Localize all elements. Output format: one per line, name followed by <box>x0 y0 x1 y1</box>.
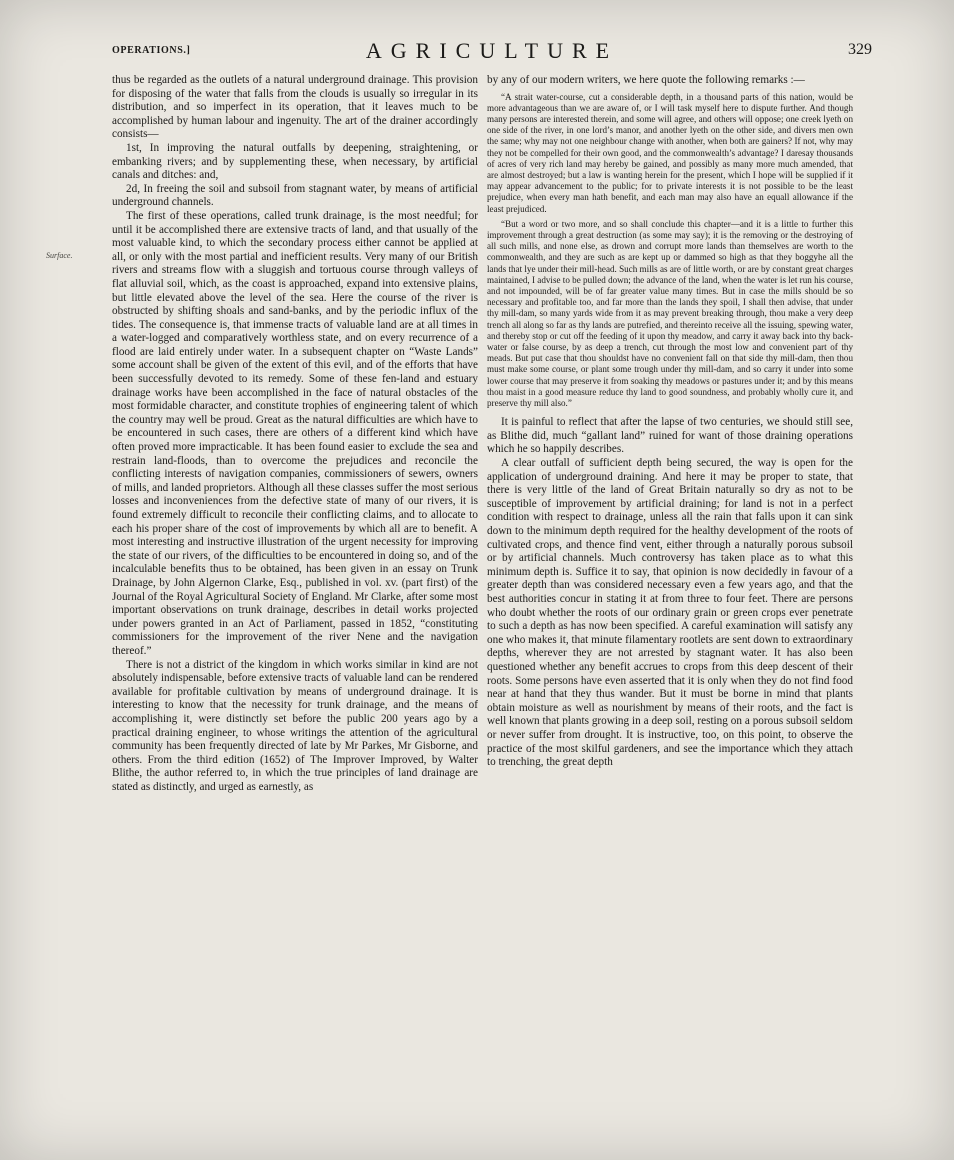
paragraph: 2d, In freeing the soil and subsoil from stagnant water, by means of artificial underground channels. <box>112 182 478 209</box>
paragraph: by any of our modern writers, we here quote the following remarks :— <box>487 74 805 86</box>
paragraph: The first of these operations, called trunk drainage, is the most needful; for until it be accomplished there are extensive tracts of land, and that usually of the most valuable kind, to which the secondary process either cannot be applied at all, or only with the most partial and inefficient results. Very many of our British rivers and streams flow with a sluggish and tortuous course through valleys of flat alluvial soil, which, as the coast is approached, expand into extensive plains, but little elevated above the level of the sea. Here the course of the river is obstructed by shifting shoals and sand-banks, and by the periodic influx of the tides. The consequence is, that immense tracts of valuable land are at all times in a water-logged and comparatively worthless state, and on every recurrence of a flood are laid entirely under water. In a subsequent chapter on “Waste Lands” some account shall be given of the extent of this evil, and of the efforts that have been successfully devoted to its remedy. Some of these fen-land and estuary drainage works have been accomplished in the face of natural obstacles of the most formidable character, and constitute trophies of engineering talent of which the country may well be proud. Great as the natural difficulties are which have to be encountered in such cases, there are others of a different kind which have often proved more impracticable. It has been found easier to exclude the sea and restrain land-floods, than to overcome the prejudices and reconcile the conflicting interests of navigation companies, commissioners of sewers, owners of mills, and landed proprietors. Although all these classes suffer the most serious losses and inconveniences from the defective state of many of our rivers, it is found extremely difficult to reconcile their conflicting claims, and to allocate to each his proper share of the cost of improvements by which all are to benefit. A most interesting and instructive illustration of the urgent necessity for improving the state of our rivers, of the difficulties to be encountered in doing so, and of the incalculable benefits thus to be obtained, has been given in an essay on Trunk Drainage, by John Algernon Clarke, Esq., published in vol. xv. (part first) of the Journal of the Royal Agricultural Society of England. Mr Clarke, after some most important observations on trunk drainage, describes in detail works projected under powers granted in an Act of Parliament, passed in 1852, “constituting commissioners for the improvement of the river Nene and the navigation thereof.” <box>112 209 478 657</box>
paragraph: There is not a district of the kingdom in which works similar in kind are not absolutely indispensable, before extensive tracts of valuable land can be rendered available for profitable cultivation by means of underground drainage. It is interesting to know that the necessity for trunk drainage, and the means of accomplishing it, were distinctly set before the public 200 years ago by a practical draining engineer, to whose writings the attention of the agricultural community has been frequently directed of late by Mr Parkes, Mr Gisborne, and others. From the third edition (1652) of The Improver Improved, by Walter Blithe, the author referred to, in which the true principles of land drainage are stated as distinctly, and urged as earnestly, as <box>112 658 478 793</box>
paragraph: 1st, In improving the natural outfalls by deepening, straightening, or embanking rivers; and by supplementing these, when necessary, by artificial canals and ditches: and, <box>112 141 478 182</box>
quoted-paragraph: “A strait water-course, cut a considerable depth, in a thousand parts of this nation, would be more advantageous than we are aware of, or I will task myself here to dispute further. And though many persons are interested therein, and some will agree, and others will oppose; one creek lyeth on one side of the river, in one lord’s manor, and another lyeth on the other side, and divers men own the same; why may not one neighbour change with another, when both are gainers? If not, why may they not be compelled for their own good, and the commonwealth’s advantage? I daresay thousands of acres of very rich land may hereby be gained, and possibly as many more much amended, that are almost destroyed; but a law is wanting herein for the present, which I hope will be supplied if it may appear advancement to the public; for to private interests it is not possible to be the least prejudice, when every man hath benefit, and each man may also have an equall allowance if the least prejudiced. <box>487 91 853 214</box>
paragraph: A clear outfall of sufficient depth being secured, the way is open for the application of underground draining. And here it may be proper to state, that there is very little of the land of Great Britain naturally so dry as not to be susceptible of improvement by artificial draining; for land is not in a perfect condition with respect to drainage, unless all the rain that falls upon it can sink down to the minimum depth required for the healthy development of the roots of cultivated crops, and thence find vent, either through a naturally porous subsoil or by artificial channels. Much controversy has taken place as to what this minimum depth is. Suffice it to say, that opinion is now decidedly in favour of a greater depth than was considered necessary even a few years ago, and that the best authorities concur in stating it at from three to four feet. There are persons who doubt whether the roots of our ordinary grain or green crops ever penetrate to such a depth as has now been specified. A careful examination will satisfy any one who makes it, that minute filamentary rootlets are sent down to extraordinary depths, wherever they are not arrested by stagnant water. It has also been questioned whether any benefit accrues to crops from this deep descent of their roots. Some persons have even asserted that it is only when they do not find food near at hand that they thus wander. But it must be borne in mind that plants obtain moisture as well as nourishment by means of their roots, and the fact is well known that plants growing in a deep soil, resting on a porous subsoil seldom or never suffer from drought. It is instructive, too, on this point, to observe the practice of the most skilful gardeners, and see the importance which they attach to trenching, the great depth <box>487 457 853 769</box>
paragraph: thus be regarded as the outlets of a natural underground drainage. This provision for disposing of the water that falls from the clouds is usually so irregular in its distribution, and so imperfect in its operation, that it leaves much to be accomplished by human labour and ingenuity. The art of the drainer accordingly consists— <box>112 74 478 141</box>
section-label: OPERATIONS.] <box>112 45 191 56</box>
quoted-paragraph: “But a word or two more, and so shall conclude this chapter—and it is a little to further this improvement through a great destruction (as some may say); it is the removing or the destroying of all such mills, and none else, as drown and corrupt more lands than themselves are worth to the commonwealth, and they are such as are kept up or dammed so high as that they boggyhe all the lands that lye under their mill-head. Such mills as are of little worth, or are by constant great charges maintained, I advise to be pulled down; the advance of the land, when the water is let run his course, and not impounded, will be of far greater value many times. But in case the mills should be so necessary and profitable too, and far more than the lands they spoil, I shall then advise, that under thy mill-dam, so many yards wide from it as may prevent breaking through, thou make a very deep trench all along so far as thy lands are putrefied, and thereinto receive all the issuing, spewing water, and thereby stop or cut off the feeding of it upon thy meadow, and carry it away back into thy back-water or false course, by as deep a trench, cut through the most low and convenient part of thy meads. But put case that thou shouldst have no convenient fall on that side thy mill-dam, then thou must make some course, or plant some trough under thy mill-dam, and so carry it under into some lower course that may preserve it from soaking thy meadows or pastures under it; and by this means thou maist in a good measure reduce thy land to good soundness, and probably wholly cure it, and preserve thy mill also.” <box>487 218 853 409</box>
left-column <box>112 74 478 1144</box>
running-title: AGRICULTURE <box>365 38 619 63</box>
paragraph: It is painful to reflect that after the lapse of two centuries, we should still see, as Blithe did, much “gallant land” ruined for want of those draining operations which he so happily describes. <box>487 416 853 456</box>
running-header <box>112 38 872 68</box>
right-column <box>487 74 853 1144</box>
page-number: 329 <box>848 41 872 58</box>
margin-note: Surface. <box>46 251 73 260</box>
